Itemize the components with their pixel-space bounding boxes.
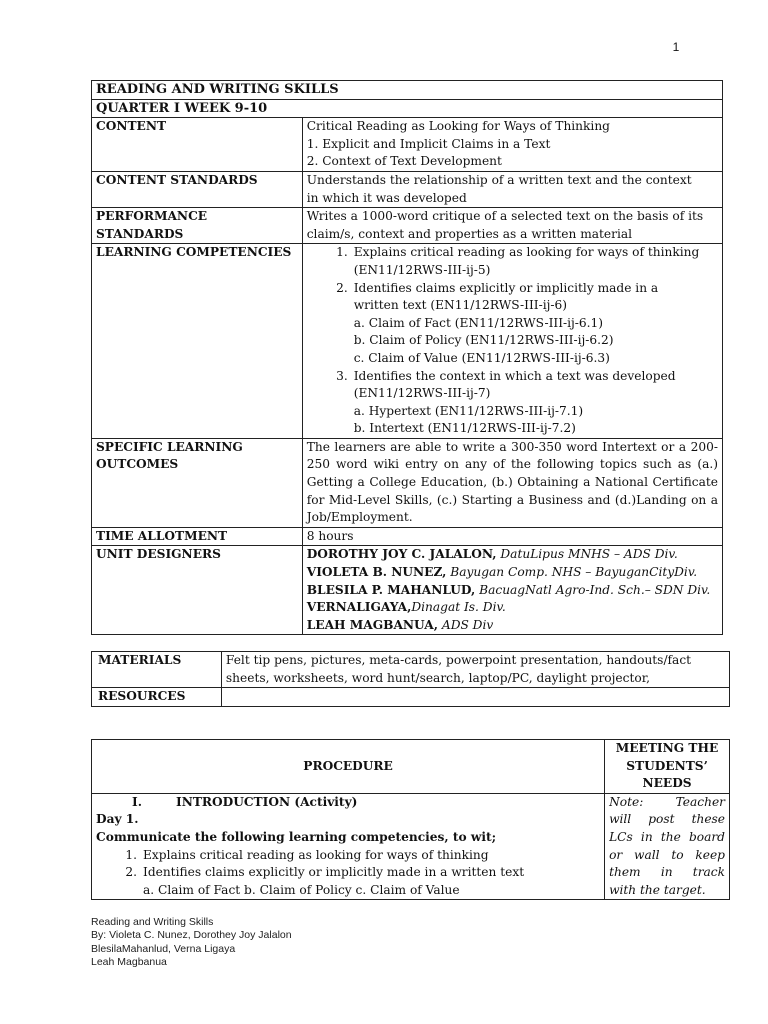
list-number: 1. [336,245,348,260]
content-standards-value [302,171,722,207]
competency-subitem: b. Claim of Policy (EN11/12RWS-III-ij-6.2) [353,333,614,348]
unit-designers-row [92,546,723,635]
procedure-item-text: Explains critical reading as looking for ways of thinking [143,847,489,862]
materials-value [221,652,729,688]
materials-line: Felt tip pens, pictures, meta-cards, powerpoint presentation, handouts/fact [225,653,692,667]
content-line: 2. Context of Text Development [306,154,502,169]
unit-designers-list [302,546,722,635]
content-standards-line: Understands the relationship of a written text and the context [306,172,692,187]
needs-header [605,740,730,794]
document-title: READING AND WRITING SKILLS [92,81,723,100]
competency-item [307,280,718,298]
competency-code: (EN11/12RWS-III-ij-5) [353,262,491,277]
competency-text: Explains critical reading as looking for ways of thinking [353,245,700,260]
content-line: 1. Explicit and Implicit Claims in a Text [306,136,551,151]
needs-header-line: MEETING THE [615,741,719,755]
competency-subitem: a. Claim of Fact (EN11/12RWS-III-ij-6.1) [353,315,604,330]
procedure-item [96,847,600,865]
title-row [92,81,723,100]
performance-standards-line: Writes a 1000-word critique of a selected text on the basis of its [306,209,704,224]
designer-entry [307,546,718,564]
specific-outcomes-row [92,438,723,527]
note-line: them in track [609,865,725,880]
competency-text: Identifies claims explicitly or implicitly made in a [353,280,659,295]
competency-code: (EN11/12RWS-III-ij-7) [353,386,491,401]
competency-item [307,368,718,386]
designer-affiliation: Dinagat Is. Div. [411,600,506,615]
section-heading [96,794,600,812]
note-line: Note: Teacher [609,794,725,809]
designer-affiliation: ADS Div [438,617,494,632]
list-number: 2. [125,865,137,880]
designer-name: LEAH MAGBANUA, [306,617,439,632]
performance-standards-value [302,208,722,244]
day-label: Day 1. [96,812,139,827]
designer-affiliation: DatuLipus MNHS – ADS Div. [496,547,678,562]
learning-competencies-label: LEARNING COMPETENCIES [92,244,303,439]
specific-outcomes-label [92,438,303,527]
time-allotment-label: TIME ALLOTMENT [92,527,303,546]
quarter-week: QUARTER I WEEK 9-10 [92,99,723,118]
competency-subitem: c. Claim of Value (EN11/12RWS-III-ij-6.3) [353,350,610,365]
resources-label: RESOURCES [92,688,222,707]
procedure-header-row [92,740,730,794]
content-line: Critical Reading as Looking for Ways of Thinking [306,119,610,134]
competency-subitem: b. Intertext (EN11/12RWS-III-ij-7.2) [353,421,576,436]
materials-row [92,652,730,688]
materials-line: sheets, worksheets, word hunt/search, laptop/PC, daylight projector, [225,670,651,685]
designer-affiliation: BacuagNatl Agro-Ind. Sch.– SDN Div. [475,582,711,597]
procedure-item-text: Identifies claims explicitly or implicitly made in a written text [143,865,525,880]
time-allotment-row [92,527,723,546]
section-title: INTRODUCTION (Activity) [176,794,358,809]
specific-outcomes-label-line: OUTCOMES [96,457,179,472]
competency-subitem: a. Hypertext (EN11/12RWS-III-ij-7.1) [353,403,584,418]
performance-standards-row [92,208,723,244]
content-standards-label: CONTENT STANDARDS [92,171,303,207]
materials-label: MATERIALS [92,652,222,688]
page-number: 1 [672,40,680,54]
performance-standards-line: claim/s, context and properties as a written material [306,226,633,241]
note-line: will post these [609,812,725,827]
list-number: 1. [125,847,137,862]
content-standards-line: in which it was developed [306,190,467,205]
subtitle-row [92,99,723,118]
procedure-item [96,864,600,882]
designer-entry [307,617,718,635]
learning-competencies-row [92,244,723,439]
designer-name: BLESILA P. MAHANLUD, [306,582,476,597]
time-allotment-value: 8 hours [302,527,722,546]
designer-entry [307,582,718,600]
list-number: 2. [336,280,348,295]
note-line: with the target. [609,882,706,897]
learning-competencies-list [302,244,722,439]
designer-name: VERNALIGAYA, [306,600,412,615]
note-line: LCs in the board [609,829,725,844]
needs-header-line: NEEDS [642,776,692,791]
resources-value [221,688,729,707]
content-row [92,118,723,172]
unit-designers-label: UNIT DESIGNERS [92,546,303,635]
designer-entry [307,599,718,617]
designer-name: VIOLETA B. NUNEZ, [306,565,447,580]
teacher-note [605,793,730,900]
content-standards-row [92,171,723,207]
instruction-text: Communicate the following learning competencies, to wit; [96,829,497,844]
materials-table [91,651,730,707]
procedure-header: PROCEDURE [92,740,605,794]
content-value [302,118,722,172]
page-footer [91,916,292,969]
footer-line: Leah Magbanua [91,955,167,968]
list-number: 3. [336,368,348,383]
procedure-body [92,793,605,900]
competency-code: written text (EN11/12RWS-III-ij-6) [353,298,568,313]
specific-outcomes-text: The learners are able to write a 300-350 word Intertext or a 200-250 word wiki entry on any of the following topics such as (a.) Getting a College Education, (b.) Obtaining a National Certificate for Mid-Level Skills, (c.) Starting a Business and (d.)Landing on a Job/Employment. [302,438,722,527]
competency-text: Identifies the context in which a text was developed [353,368,676,383]
footer-line: Reading and Writing Skills [91,916,214,928]
performance-standards-label: PERFORMANCE STANDARDS [92,208,303,244]
designer-name: DOROTHY JOY C. JALALON, [306,547,497,562]
footer-line: BlesilaMahanlud, Verna Ligaya [91,942,236,955]
procedure-table [91,739,730,900]
note-line: or wall to keep [609,847,725,862]
designer-entry [307,564,718,582]
specific-outcomes-label-line: SPECIFIC LEARNING [96,439,243,454]
needs-header-line: STUDENTS’ [626,758,708,773]
resources-row [92,688,730,707]
claims-line: a. Claim of Fact b. Claim of Policy c. Claim of Value [143,882,460,897]
competency-item [307,244,718,262]
designer-affiliation: Bayugan Comp. NHS – BayuganCityDiv. [446,565,698,580]
section-number: I. [132,794,142,809]
footer-line: By: Violeta C. Nunez, Dorothey Joy Jalalon [91,929,292,942]
procedure-body-row [92,793,730,900]
content-label: CONTENT [92,118,303,172]
lesson-overview-table [91,80,723,635]
